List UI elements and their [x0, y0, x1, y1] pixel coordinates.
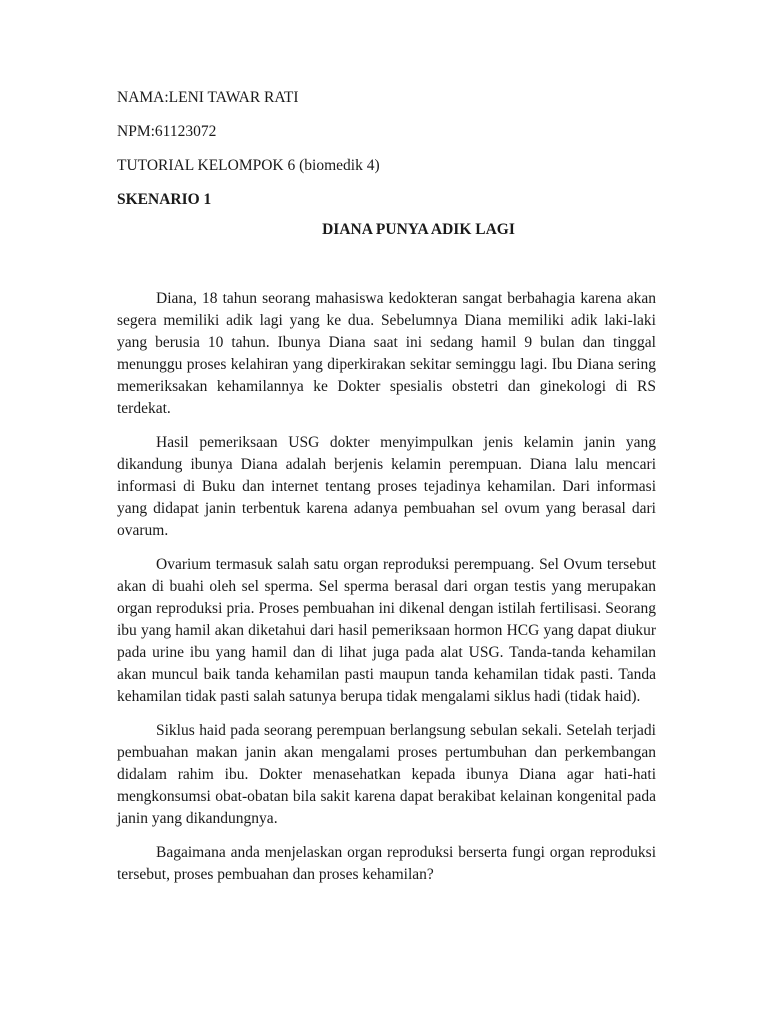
student-npm: NPM:61123072: [117, 123, 217, 140]
paragraph-1: Diana, 18 tahun seorang mahasiswa kedokteran sangat berbahagia karena akan segera memiliki adik lagi yang ke dua. Sebelumnya Diana memiliki adik laki-laki yang berusia 10 tahun. Ibunya Diana saat ini sedang hamil 9 bulan dan tinggal menunggu proses kelahiran yang diperkirakan sekitar seminggu lagi. Ibu Diana sering memeriksakan kehamilannya ke Dokter spesialis obstetri dan ginekologi di RS terdekat.: [117, 290, 656, 417]
tutorial-group: TUTORIAL KELOMPOK 6 (biomedik 4): [117, 157, 380, 174]
paragraph-4: Siklus haid pada seorang perempuan berlangsung sebulan sekali. Setelah terjadi pembuahan makan janin akan mengalami proses pertumbuhan dan perkembangan didalam rahim ibu. Dokter menasehatkan kepada ibunya Diana agar hati-hati mengkonsumsi obat-obatan bila sakit karena dapat berakibat kelainan kongenital pada janin yang dikandungnya.: [117, 722, 656, 827]
paragraph-2: Hasil pemeriksaan USG dokter menyimpulkan jenis kelamin janin yang dikandung ibunya Diana adalah berjenis kelamin perempuan. Diana lalu mencari informasi di Buku dan internet tentang proses tejadinya kehamilan. Dari informasi yang didapat janin terbentuk karena adanya pembuahan sel ovum yang berasal dari ovarum.: [117, 434, 656, 539]
scenario-title: DIANA PUNYA ADIK LAGI: [322, 221, 515, 238]
paragraph-5: Bagaimana anda menjelaskan organ reproduksi berserta fungi organ reproduksi tersebut, proses pembuahan dan proses kehamilan?: [117, 844, 656, 883]
document-body: [117, 88, 656, 898]
student-name: NAMA:LENI TAWAR RATI: [117, 89, 299, 106]
paragraph-3: Ovarium termasuk salah satu organ reproduksi perempuang. Sel Ovum tersebut akan di buahi oleh sel sperma. Sel sperma berasal dari organ testis yang merupakan organ reproduksi pria. Proses pembuahan ini dikenal dengan istilah fertilisasi. Seorang ibu yang hamil akan diketahui dari hasil pemeriksaan hormon HCG yang dapat diukur pada urine ibu yang hamil dan di lihat juga pada alat USG. Tanda-tanda kehamilan akan muncul baik tanda kehamilan pasti maupun tanda kehamilan tidak pasti. Tanda kehamilan tidak pasti salah satunya berupa tidak mengalami siklus hadi (tidak haid).: [117, 556, 656, 705]
scenario-label: SKENARIO 1: [117, 191, 212, 208]
